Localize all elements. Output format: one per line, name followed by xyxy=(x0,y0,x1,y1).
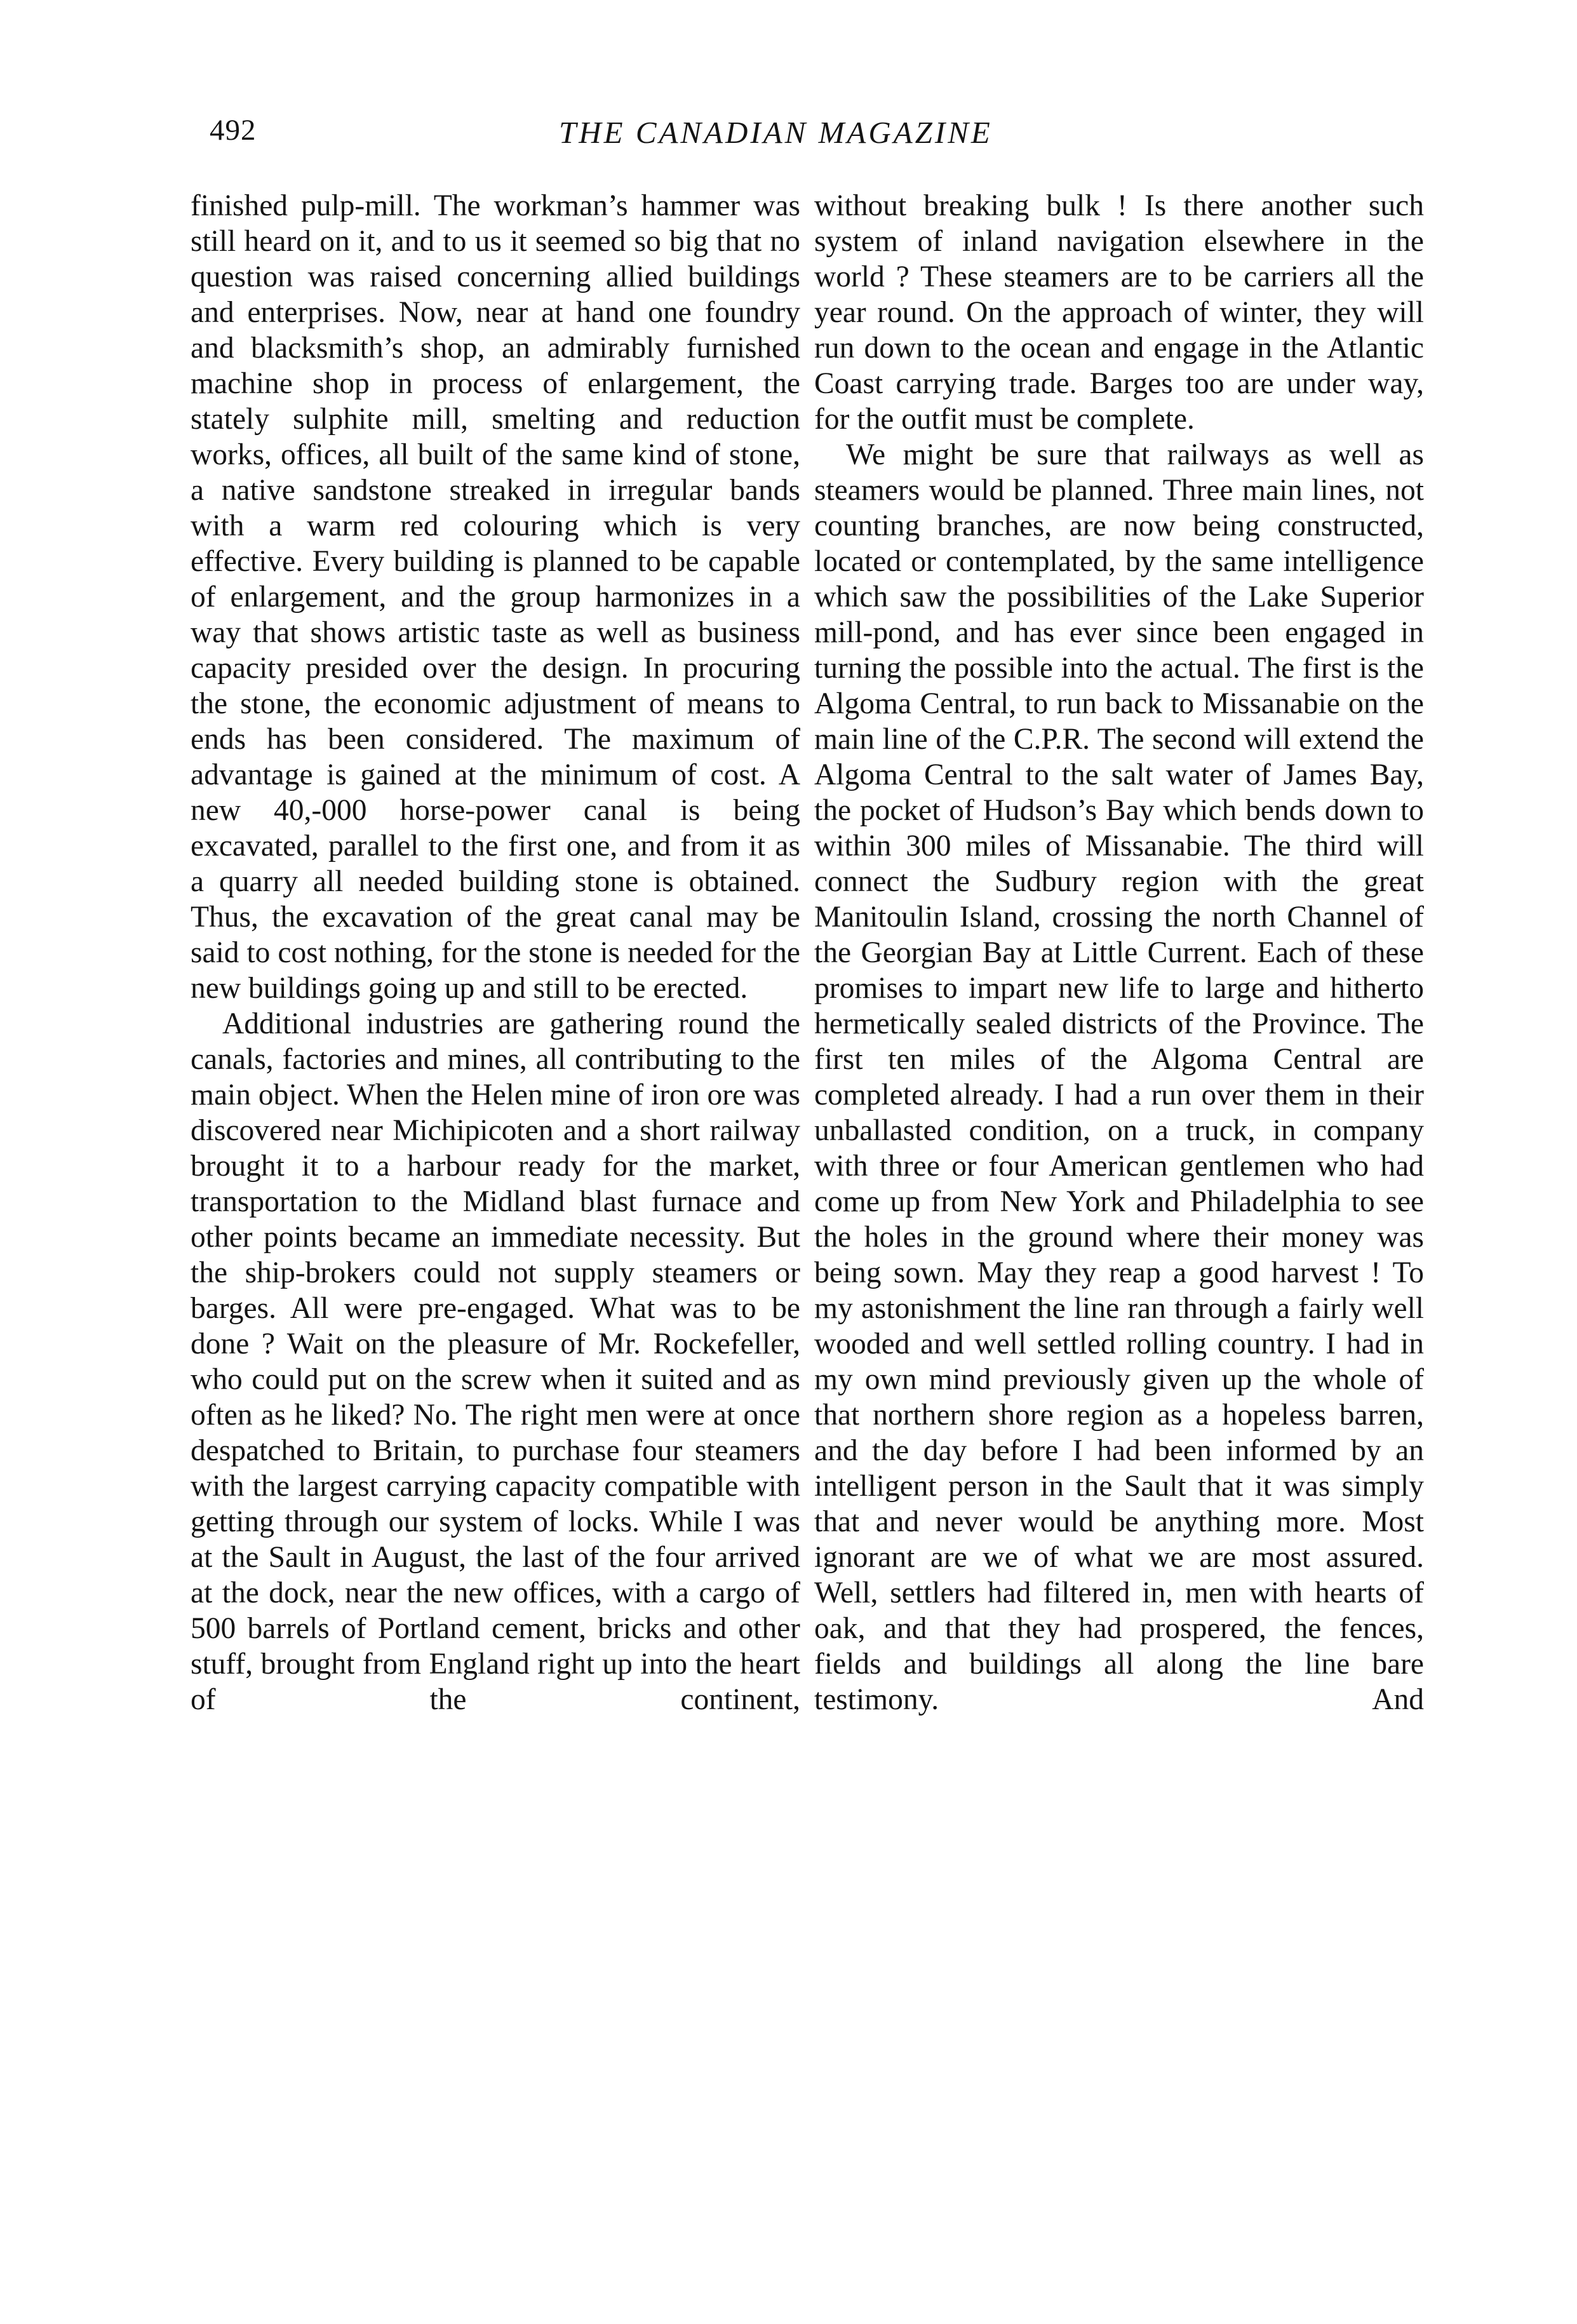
left-paragraph-2: Additional industries are gathering round the canals, factories and mines, all contributing to the main object. When the Helen mine of iron ore was discovered near Michipicoten and a short railway brought it to a harbour ready for the market, transportation to the Midland blast furnace and other points became an immediate necessity. But the ship-brokers could not supply steamers or barges. All were pre-engaged. What was to be done ? Wait on the pleasure of Mr. Rockefeller, who could put on the screw when it suited and as often as he liked? No. The right men were at once despatched to Britain, to purchase four steamers with the largest carrying capacity compatible with getting through our system of locks. While I was at the Sault in August, the last of the four arrived at the dock, near the new offices, with a cargo of 500 barrels of Portland cement, bricks and other stuff, brought from England right up into the heart of the continent, xyxy=(191,1007,800,1716)
right-paragraph-1: without breaking bulk ! Is there another such system of inland navigation elsewhere in the world ? These steamers are to be carriers all the year round. On the approach of winter, they will run down to the ocean and engage in the Atlantic Coast carrying trade. Barges too are under way, for the outfit must be complete. xyxy=(814,189,1424,436)
right-paragraph-2: We might be sure that railways as well as steamers would be planned. Three main lines, not counting branches, are now being constructed, located or contemplated, by the same intelligence which saw the possibilities of the Lake Superior mill-pond, and has ever since been engaged in turning the possible into the actual. The first is the Algoma Central, to run back to Missanabie on the main line of the C.P.R. The second will extend the Algoma Central to the salt water of James Bay, the pocket of Hudson’s Bay which bends down to within 300 miles of Missanabie. The third will connect the Sudbury region with the great Manitoulin Island, crossing the north Channel of the Georgian Bay at Little Current. Each of these promises to impart new life to large and hitherto hermetically sealed districts of the Province. The first ten miles of the Algoma Central are completed already. I had a run over them in their unballasted condition, on a truck, in company with three or four American gentlemen who had come up from New York and Philadelphia to see the holes in the ground where their money was being sown. May they reap a good harvest ! To my astonishment the line ran through a fairly well wooded and well settled rolling country. I had in my own mind previously given up the whole of that northern shore region as a hopeless barren, and the day before I had been informed by an intelligent person in the Sault that it was simply that and never would be anything more. Most ignorant are we of what we are most assured. Well, settlers had filtered in, men with hearts of oak, and that they had prospered, the fences, fields and buildings all along the line bare testimony. And xyxy=(814,438,1424,1716)
running-title: THE CANADIAN MAGAZINE xyxy=(559,115,993,150)
left-paragraph-1: finished pulp-mill. The workman’s hammer was still heard on it, and to us it seemed so big that no question was raised concerning allied buildings and enterprises. Now, near at hand one foundry and blacksmith’s shop, an admirably furnished machine shop in process of enlargement, the stately sulphite mill, smelting and reduction works, offices, all built of the same kind of stone, a native sandstone streaked in irregular bands with a warm red colouring which is very effective. Every building is planned to be capable of enlargement, and the group harmonizes in a way that shows artistic taste as well as business capacity presided over the design. In procuring the stone, the economic adjustment of means to ends has been considered. The maximum of advantage is gained at the minimum of cost. A new 40,-000 horse-power canal is being excavated, parallel to the first one, and from it as a quarry all needed building stone is obtained. Thus, the excavation of the great canal may be said to cost nothing, for the stone is needed for the new buildings going up and still to be erected. xyxy=(191,189,800,1005)
page-number: 492 xyxy=(210,114,257,147)
page-header xyxy=(0,113,1577,164)
right-column xyxy=(814,188,1424,1717)
left-column xyxy=(191,188,800,1717)
